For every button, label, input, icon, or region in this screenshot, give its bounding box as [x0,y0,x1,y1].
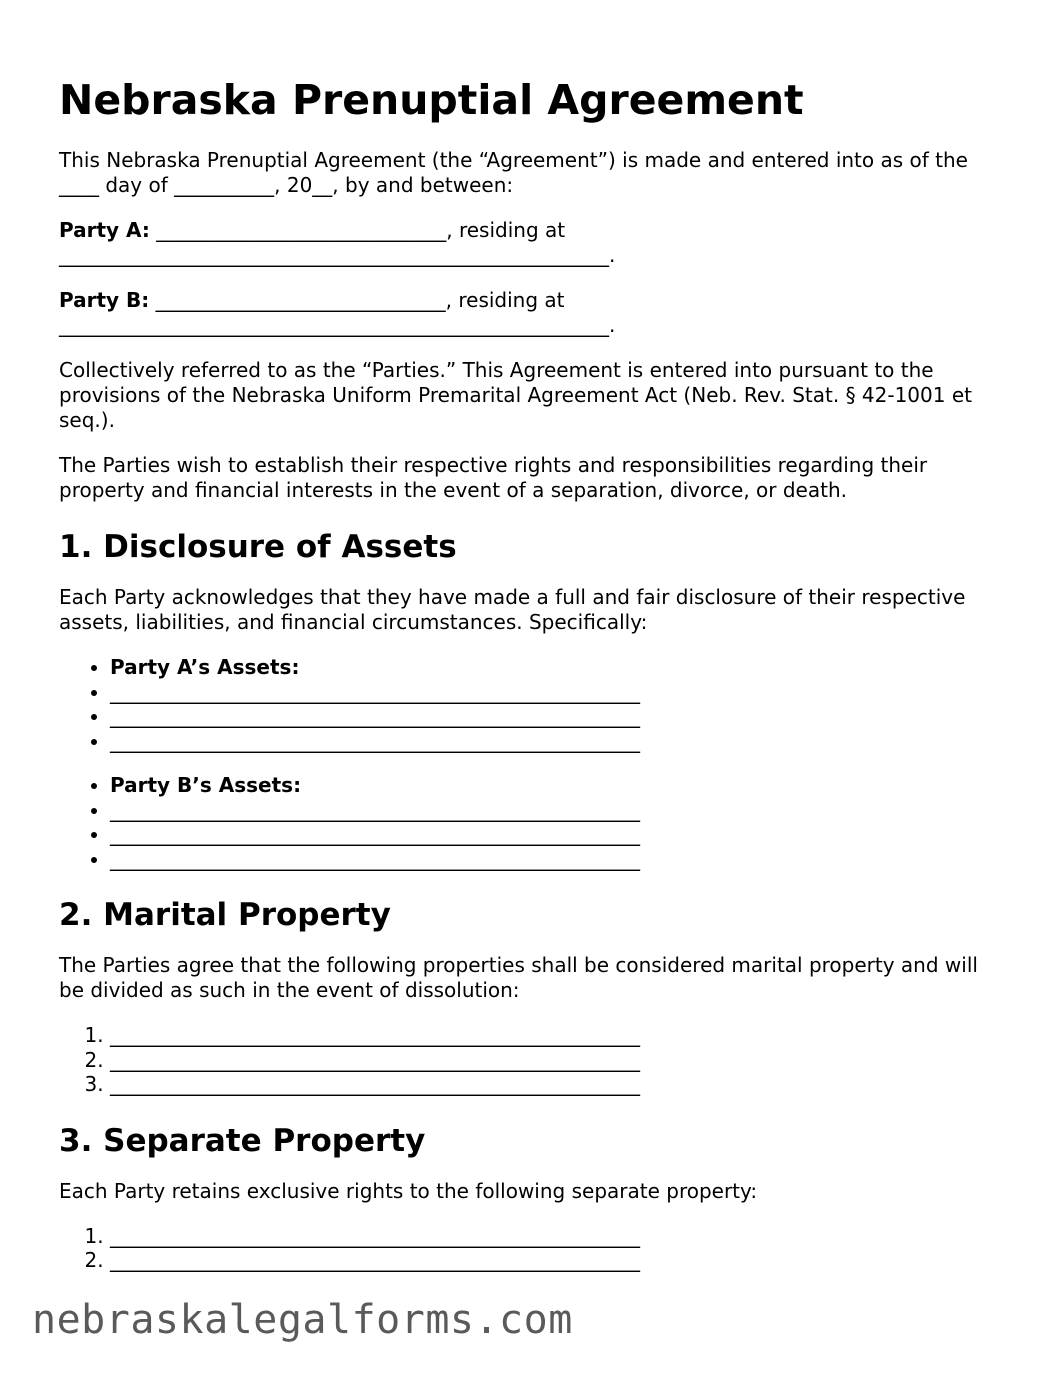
section-2-heading: 2. Marital Property [59,897,391,933]
intro-paragraph: This Nebraska Prenuptial Agreement (the “Agreement”) is made and entered into as of the ____ day of __________, 20__, by and between: [59,148,968,197]
party-b-blank: _____________________________, residing at _______________________________________________________. [59,288,616,337]
list-item: 1. _____________________________________________________ [110,1224,1009,1249]
party-b-line [59,288,1009,338]
party-a-label: Party A: [59,218,150,242]
marital-property-list [59,1023,1009,1097]
watermark-text: nebraskalegalforms.com [32,1297,573,1343]
list-item: 1. _____________________________________________________ [110,1023,1009,1048]
document-page [59,70,1009,1293]
section-3-body: Each Party retains exclusive rights to the following separate property: [59,1178,758,1203]
party-a-assets-label: • Party A’s Assets: [110,655,1009,680]
list-item: 2. _____________________________________________________ [110,1048,1009,1073]
party-b-label: Party B: [59,288,150,312]
list-item: • _____________________________________________________ [110,822,1009,847]
collectively-paragraph: Collectively referred to as the “Parties.” This Agreement is entered into pursuant to the provisions of the Nebraska Uniform Premarital Agreement Act (Neb. Rev. Stat. § 42-1001 et seq.). [59,358,972,432]
list-item: 2. _____________________________________________________ [110,1248,1009,1273]
list-item: • _____________________________________________________ [110,680,1009,705]
document-title: Nebraska Prenuptial Agreement [59,76,804,124]
party-a-assets-list [59,655,1009,753]
list-item: • _____________________________________________________ [110,704,1009,729]
party-b-assets-label: • Party B’s Assets: [110,773,1009,798]
section-1-body: Each Party acknowledges that they have made a full and fair disclosure of their respective assets, liabilities, and financial circumstances. Specifically: [59,585,966,634]
party-b-assets-list [59,773,1009,871]
section-2-body: The Parties agree that the following properties shall be considered marital property and will be divided as such in the event of dissolution: [59,953,978,1002]
section-3-heading: 3. Separate Property [59,1122,426,1159]
separate-property-list [59,1224,1009,1273]
section-1-heading: 1. Disclosure of Assets [59,529,457,565]
party-a-line [59,218,1009,268]
list-item: • _____________________________________________________ [110,798,1009,823]
list-item: • _____________________________________________________ [110,729,1009,754]
list-item: 3. _____________________________________________________ [110,1072,1009,1097]
list-item: • _____________________________________________________ [110,847,1009,872]
party-a-blank: _____________________________, residing at _______________________________________________________. [59,218,616,267]
purpose-paragraph: The Parties wish to establish their respective rights and responsibilities regarding their property and financial interests in the event of a separation, divorce, or death. [59,453,928,502]
